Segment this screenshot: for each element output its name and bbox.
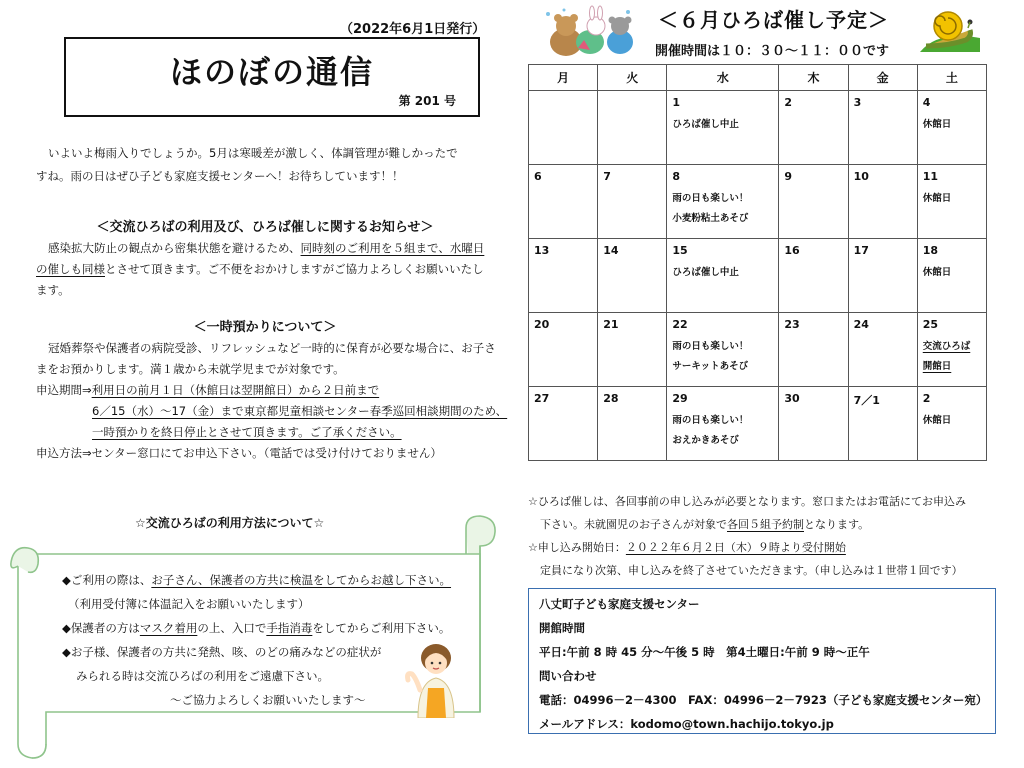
calendar-date: 25 [922, 318, 939, 331]
calendar-day-cell [779, 91, 848, 165]
calendar-event-note: 雨の日も楽しい！ [672, 415, 749, 426]
calendar-hours: 開催時間は１０：３０～１１：００です [655, 44, 890, 59]
weekday-wed: 水 [667, 65, 779, 91]
section-childcare-heading: ＜一時預かりについて＞ [193, 320, 337, 335]
usage-notice-text-3: ます。 [36, 283, 70, 297]
calendar-day-cell [598, 313, 667, 387]
calendar-day-cell [917, 165, 986, 239]
calendar-day-cell [667, 387, 779, 461]
calendar-day-cell [667, 165, 779, 239]
intro-paragraph [36, 142, 498, 188]
calendar-date: 27 [534, 392, 550, 405]
usage-notice-text-2: とさせて頂きます。ご不便をおかけしますがご協力よろしくお願いいたし [105, 262, 484, 276]
calendar-date: 21 [603, 318, 619, 331]
center-phone-fax: 電話：04996－2－4300 FAX：04996－2－7923（子ども家庭支援センター宛） [539, 693, 988, 707]
calendar-day-cell [917, 387, 986, 461]
calendar-day-cell [529, 313, 598, 387]
calendar-day-cell [848, 387, 917, 461]
usage-notice-text: 感染拡大防止の観点から密集状態を避けるため、 [48, 241, 301, 255]
calendar-date: 23 [784, 318, 800, 331]
calendar-day-cell [598, 387, 667, 461]
weekday-mon: 月 [529, 65, 598, 91]
application-method: 申込方法⇒センター窓口にてお申込下さい。（電話では受け付けておりません） [36, 446, 442, 460]
center-hours-label: 開館時間 [539, 621, 585, 635]
calendar-date: 7 [603, 170, 611, 183]
weekday-sat: 土 [917, 65, 986, 91]
weekday-thu: 木 [779, 65, 848, 91]
calendar-week-row [529, 313, 987, 387]
calendar-date: 24 [853, 318, 869, 331]
usage-notice-underline-2: の催しも同様 [36, 262, 105, 276]
calendar-day-cell [598, 165, 667, 239]
calendar-week-row [529, 165, 987, 239]
calendar-week-row [529, 387, 987, 461]
calendar-week-row [529, 91, 987, 165]
rule-2-post: をしてからご利用下さい。 [312, 621, 451, 635]
calendar-event-note: おえかきあそび [672, 435, 739, 446]
rule-1-underline: お子さん、保護者の方共に検温をしてからお越し下さい。 [151, 573, 452, 587]
calendar-day-cell [667, 91, 779, 165]
calendar-event-note: ひろば催し中止 [672, 267, 739, 278]
section-usage-notice-heading: ＜交流ひろばの利用及び、ひろば催しに関するお知らせ＞ [96, 220, 434, 235]
section-usage-notice-body [36, 238, 506, 301]
calendar-date: 9 [784, 170, 793, 183]
section-childcare-body [36, 338, 506, 464]
calendar-event-note: ひろば催し中止 [672, 119, 739, 130]
calendar-day-cell [848, 91, 917, 165]
calendar-date: 13 [534, 244, 550, 257]
closing-remark: ～ご協力よろしくお願いいたします～ [170, 693, 366, 707]
calendar-week-row [529, 239, 987, 313]
calendar-date: 4 [922, 96, 931, 109]
calendar-day-cell [848, 239, 917, 313]
usage-rules-heading: ☆交流ひろばの利用方法について☆ [135, 516, 325, 530]
calendar-date: 18 [922, 244, 939, 257]
calendar-day-cell [917, 91, 986, 165]
suspension-notice-2: 一時預かりを終日停止とさせて頂きます。ご了承ください。 [92, 425, 402, 439]
issue-number: 第 201 号 [398, 94, 456, 108]
rule-2-prefix: ◆保護者の方は [62, 621, 140, 635]
usage-notice-underline-1: 同時刻のご利用を５組まで、水曜日 [300, 241, 485, 255]
calendar-date: 20 [534, 318, 550, 331]
snail-icon [918, 2, 982, 54]
calendar-date: 15 [672, 244, 688, 257]
calendar-day-cell [667, 239, 779, 313]
rule-1-sub: （利用受付簿に体温記入をお願いいたします） [68, 597, 310, 611]
calendar-date: 17 [853, 244, 869, 257]
note-2-underline: 各回５組予約制 [727, 518, 804, 531]
note-1: ☆ひろば催しは、各回事前の申し込みが必要となります。窓口またはお電話にてお申込み [528, 495, 966, 508]
calendar-day-cell [529, 165, 598, 239]
calendar-event-note: 交流ひろば [922, 341, 971, 352]
center-hours: 平日:午前 8 時 45 分～午後 5 時 第4土曜日:午前 9 時～正午 [539, 645, 870, 659]
suspension-notice-1: 6／15（水）～17（金）まで東京都児童相談センター春季巡回相談期間のため、 [92, 404, 508, 418]
calendar-day-cell [848, 313, 917, 387]
rule-2-mid: の上、入口で [197, 621, 267, 635]
calendar-date: 6 [534, 170, 542, 183]
note-4: 定員になり次第、申し込みを終了させていただきます。（申し込みは１世帯１回です） [540, 564, 963, 577]
rule-3-line-1: ◆お子様、保護者の方共に発熱、咳、のどの痛みなどの症状が [62, 645, 382, 659]
rule-1-prefix: ◆ご利用の際は、 [62, 573, 152, 587]
calendar-day-cell [779, 165, 848, 239]
calendar-day-cell [667, 313, 779, 387]
calendar-date: 22 [672, 318, 688, 331]
rule-2-underline-2: 手指消毒 [266, 621, 313, 635]
newsletter-title-box [64, 37, 480, 117]
calendar-day-cell [779, 387, 848, 461]
calendar-date: 3 [853, 96, 862, 109]
june-event-calendar [528, 64, 987, 461]
calendar-event-note: 休館日 [922, 119, 952, 130]
calendar-event-note: 休館日 [922, 415, 952, 426]
calendar-date: 2 [784, 96, 793, 109]
note-3-prefix: ☆申し込み開始日： [528, 541, 626, 554]
intro-line-2: すね。雨の日はぜひ子ども家庭支援センターへ！お待ちしています！！ [36, 169, 404, 183]
note-2-post: となります。 [804, 518, 870, 531]
calendar-day-cell [529, 387, 598, 461]
calendar-date: 7／1 [853, 394, 880, 407]
issue-date: （2022年6月1日発行） [340, 22, 486, 37]
weekday-tue: 火 [598, 65, 667, 91]
staff-woman-icon [400, 638, 472, 718]
calendar-title: ＜６月ひろば催し予定＞ [658, 8, 889, 32]
animals-illustration-icon [538, 4, 642, 58]
calendar-event-note: サーキットあそび [672, 361, 749, 372]
calendar-day-cell [917, 313, 986, 387]
calendar-date: 29 [672, 392, 688, 405]
calendar-date: 10 [853, 170, 869, 183]
calendar-header-row [529, 65, 987, 91]
calendar-day-cell [848, 165, 917, 239]
calendar-date: 30 [784, 392, 800, 405]
calendar-day-cell [529, 91, 598, 165]
center-contact-label: 問い合わせ [539, 669, 597, 683]
newsletter-title: ほのぼの通信 [169, 53, 374, 91]
calendar-date: 11 [922, 170, 939, 183]
calendar-event-note: 雨の日も楽しい！ [672, 341, 749, 352]
calendar-day-cell [598, 91, 667, 165]
center-name: 八丈町子ども家庭支援センター [539, 597, 700, 611]
center-email[interactable]: メールアドレス：kodomo@town.hachijo.tokyo.jp [539, 717, 834, 731]
calendar-day-cell [529, 239, 598, 313]
event-notes [528, 490, 998, 582]
intro-line-1: いよいよ梅雨入りでしょうか。5月は寒暖差が激しく、体調管理が難しかったで [48, 146, 458, 160]
calendar-date: 14 [603, 244, 619, 257]
rule-2-underline-1: マスク着用 [139, 621, 198, 635]
center-info-box [528, 588, 996, 734]
calendar-day-cell [598, 239, 667, 313]
calendar-event-note: 休館日 [922, 193, 952, 204]
calendar-day-cell [779, 313, 848, 387]
period-text: 利用日の前月１日（休館日は翌開館日）から２日前まで [91, 383, 380, 397]
calendar-event-note: 雨の日も楽しい！ [672, 193, 749, 204]
note-3-underline: ２０２２年６月２日（木）９時より受付開始 [625, 541, 846, 554]
note-2-prefix: 下さい。未就園児のお子さんが対象で [540, 518, 727, 531]
weekday-fri: 金 [848, 65, 917, 91]
calendar-date: 8 [672, 170, 681, 183]
rule-3-line-2: みられる時は交流ひろばの利用をご遠慮下さい。 [76, 669, 329, 683]
calendar-date: 1 [672, 96, 681, 109]
calendar-day-cell [917, 239, 986, 313]
calendar-event-note: 開館日 [922, 361, 952, 372]
childcare-text-2: まをお預かりします。満１歳から未就学児までが対象です。 [36, 362, 345, 376]
calendar-date: 2 [922, 392, 931, 405]
calendar-day-cell [779, 239, 848, 313]
calendar-event-note: 小麦粉粘土あそび [672, 213, 749, 224]
period-label: 申込期間⇒ [36, 383, 92, 397]
calendar-date: 16 [784, 244, 800, 257]
childcare-text-1: 冠婚葬祭や保護者の病院受診、リフレッシュなど一時的に保育が必要な場合に、お子さ [48, 341, 496, 355]
calendar-date: 28 [603, 392, 619, 405]
calendar-event-note: 休館日 [922, 267, 952, 278]
